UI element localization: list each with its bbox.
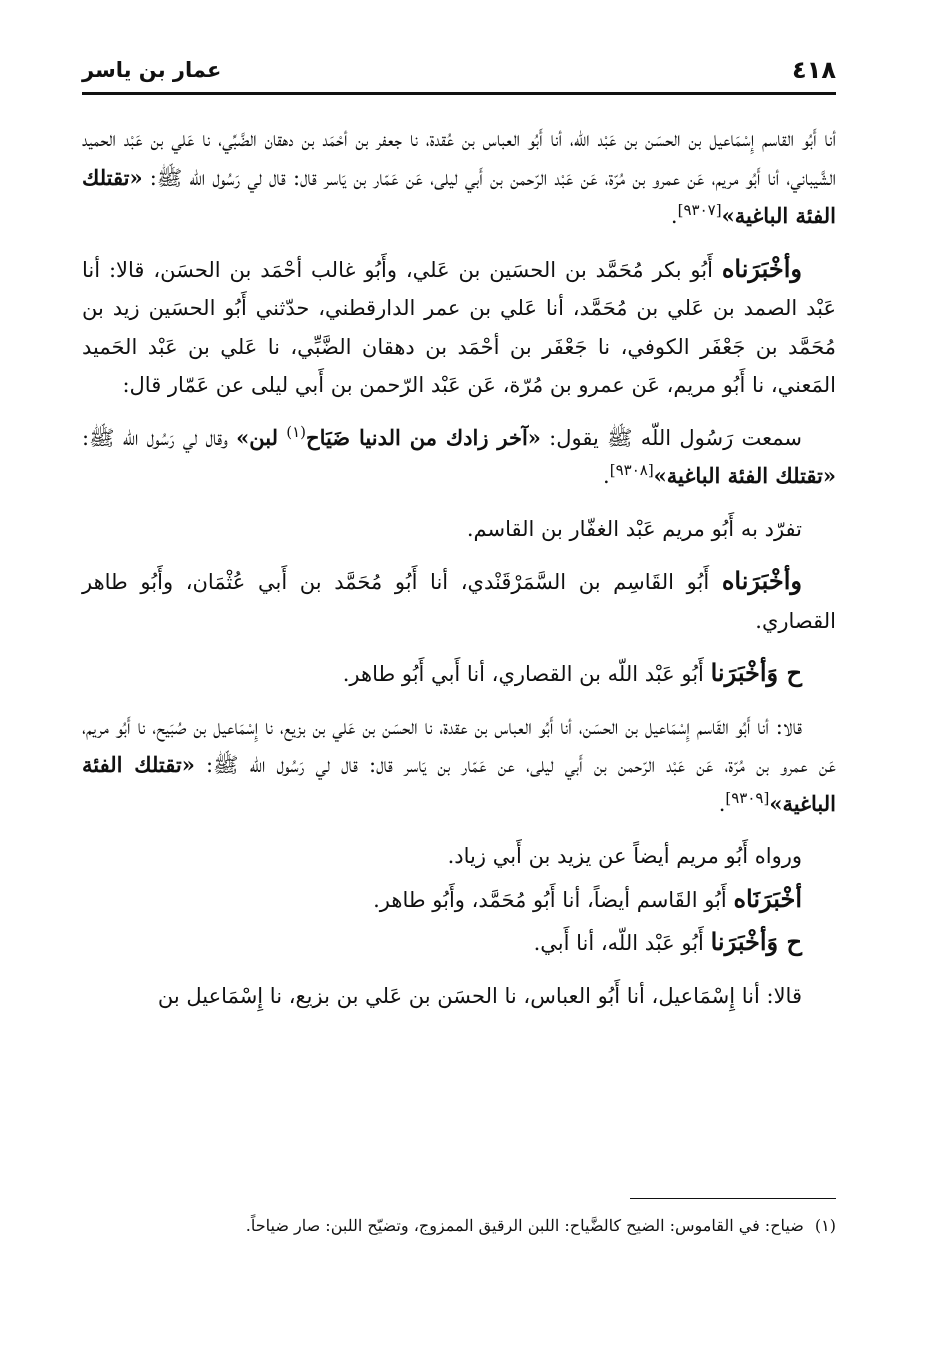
paragraph-4 — [82, 510, 836, 549]
paragraph-text: أَبُو القَاسم أيضاً، أنا أَبُو مُحَمَّد، وأَبُو طاهر. — [373, 887, 727, 912]
paragraph-6 — [82, 654, 836, 694]
hadith-quote: «تقتلك الفئة الباغية» — [82, 752, 836, 816]
paragraph-text: قالا: أنا أَبُو القَاسم إِسْمَاعيل بن الحسَن، أنا أَبُو العباس بن عقدة، نا الحسَن بن عَلي بن بزيع، نا إِسْمَاعيل بن صُبَيح، نا أَبُو مريم، عَن عمرو بن مُرّة، عَن عَبْد الرّحمن بن أَبي ليلى، عن عَمّار بن يَاسر قال: قال لي رَسُول اللّه ﷺ: — [82, 714, 837, 777]
main-text — [82, 120, 836, 1029]
running-title: عمار بن ياسر — [82, 58, 222, 82]
footnote-number: (١) — [814, 1216, 836, 1235]
paragraph-11 — [82, 977, 836, 1016]
footnote-divider — [630, 1198, 836, 1199]
transmission-keyword: ح وَأخْبَرَنا — [710, 927, 802, 956]
paragraph-text: وقال لي رَسُول اللّه ﷺ: — [82, 425, 228, 450]
paragraph-3: سمعت رَسُول اللّه ﷺ يقول: «آخر زادك من الدنيا ضَيَاح$^{(١)}$ لبن» وقال لي رَسُول اللّه ﷺ: «تقتلك الفئة الباغية»[٩٣٠٨]. — [82, 422, 836, 488]
paragraph-8 — [82, 837, 836, 876]
paragraph-7: قالا: أنا أَبُو القَاسم إِسْمَاعيل بن الحسَن، أنا أَبُو العباس بن عقدة، نا الحسَن بن عَلي بن بزيع، نا إِسْمَاعيل بن صُبَيح، نا أَبُو مريم، عَن عمرو بن مُرّة، عَن عَبْد الرّحمن بن أَبي ليلى، عن عَمّار بن يَاسر قال: قال لي رَسُول اللّه ﷺ: «تقتلك الفئة الباغية»[٩٣٠٩]. — [82, 714, 837, 816]
hadith-number: [٩٣٠٧] — [677, 201, 722, 219]
hadith-quote: «تقتلك الفئة الباغية» — [653, 463, 836, 488]
paragraph-2 — [82, 250, 836, 405]
transmission-keyword: وأخْبَرَناه — [721, 253, 802, 283]
paragraph-text: قالا: أنا إِسْمَاعيل، أنا أَبُو العباس، نا الحسَن بن عَلي بن بزيع، نا إِسْمَاعيل بن — [157, 983, 802, 1008]
hadith-quote-end: لبن» — [236, 424, 278, 450]
paragraph-text: تفرّد به أَبُو مريم عَبْد الغفّار بن القاسم. — [466, 516, 802, 541]
hadith-quote: «آخر زادك من الدنيا ضَيَاح — [306, 424, 541, 450]
paragraph-text: أَبُو بكر مُحَمَّد بن الحسَين بن عَلي، وأَبُو غالب أحْمَد بن الحسَن، قالا: أنا عَبْد الصمد بن عَلي بن مُحَمَّد، أنا عَلي بن عمر الدارقطني، حدّثني أَبُو الحسَين زيد بن مُحَمَّد بن جَعْفَر الكوفي، نا جَعْفَر بن أحْمَد بن دهقان الضَّبِّي، نا عَلي بن عَبْد الحَميد المَعني، نا أَبُو مريم، عَن عمرو بن مُرّة، عَن عَبْد الرّحمن بن أَبي ليلى عن عَمّار قال: — [82, 257, 836, 397]
page-number: ٤١٨ — [792, 56, 836, 84]
footnote-marker: (١) — [286, 422, 307, 441]
hadith-number: [٩٣٠٨] — [609, 461, 654, 479]
paragraph-text: ورواه أَبُو مريم أيضاً عن يزيد بن أَبي زياد. — [447, 844, 802, 868]
hadith-quote: «تقتلك الفئة الباغية» — [82, 164, 836, 228]
transmission-keyword: وأخْبَرَناه — [721, 566, 802, 595]
paragraph-9 — [82, 880, 836, 920]
paragraph-text: سمعت رَسُول اللّه ﷺ يقول: — [549, 425, 802, 450]
paragraph-text: أَبُو القَاسِم بن السَّمَرْقَنْدي، أنا أَبُو مُحَمَّد بن أَبي عُثْمَان، وأَبُو طاهر القصاري. — [82, 570, 836, 633]
transmission-keyword: أخْبَرَنَاه — [733, 883, 802, 913]
footnote-text: ضياح: في القاموس: الضيح كالضَّياح: اللبن الرقيق الممزوج، وتضيّح اللبن: صار ضياحاً. — [245, 1216, 804, 1235]
paragraph-text: أَبُو عَبْد اللّه، أنا أَبي. — [533, 931, 704, 955]
paragraph-5 — [82, 562, 836, 640]
paragraph-10 — [82, 923, 836, 963]
transmission-keyword: ح وَأخْبَرَنا — [710, 658, 802, 687]
hadith-number: [٩٣٠٩] — [725, 788, 770, 807]
paragraph-1: أنا أَبُو القاسم إِسْمَاعيل بن الحسَن بن عَبْد اللّه، أنا أَبُو العباس بن عُقدة، نا جعفر بن أحْمَد بن دهقان الضَّبِّي، نا عَلي بن عَبْد الحميد الشَّيباني، أنا أَبُو مريم، عَن عمرو بن مُرّة، عَن عَبْد الرّحمن بن أَبي ليلى، عَن عَمّار بن يَاسر قال: قال لي رَسُول اللّه ﷺ: «تقتلك الفئة الباغية»[٩٣٠٧]. — [82, 127, 836, 228]
paragraph-text: أَبُو عَبْد اللّه بن القصاري، أنا أَبي أَبُو طاهر. — [342, 662, 704, 686]
page-header — [82, 52, 836, 95]
footnote — [82, 1212, 836, 1240]
paragraph-text: أنا أَبُو القاسم إِسْمَاعيل بن الحسَن بن عَبْد اللّه، أنا أَبُو العباس بن عُقدة، نا جعفر بن أحْمَد بن دهقان الضَّبِّي، نا عَلي بن عَبْد الحميد الشَّيباني، أنا أَبُو مريم، عَن عمرو بن مُرّة، عَن عَبْد الرّحمن بن أَبي ليلى، عَن عَمّار بن يَاسر قال: قال لي رَسُول اللّه ﷺ: — [82, 127, 836, 190]
